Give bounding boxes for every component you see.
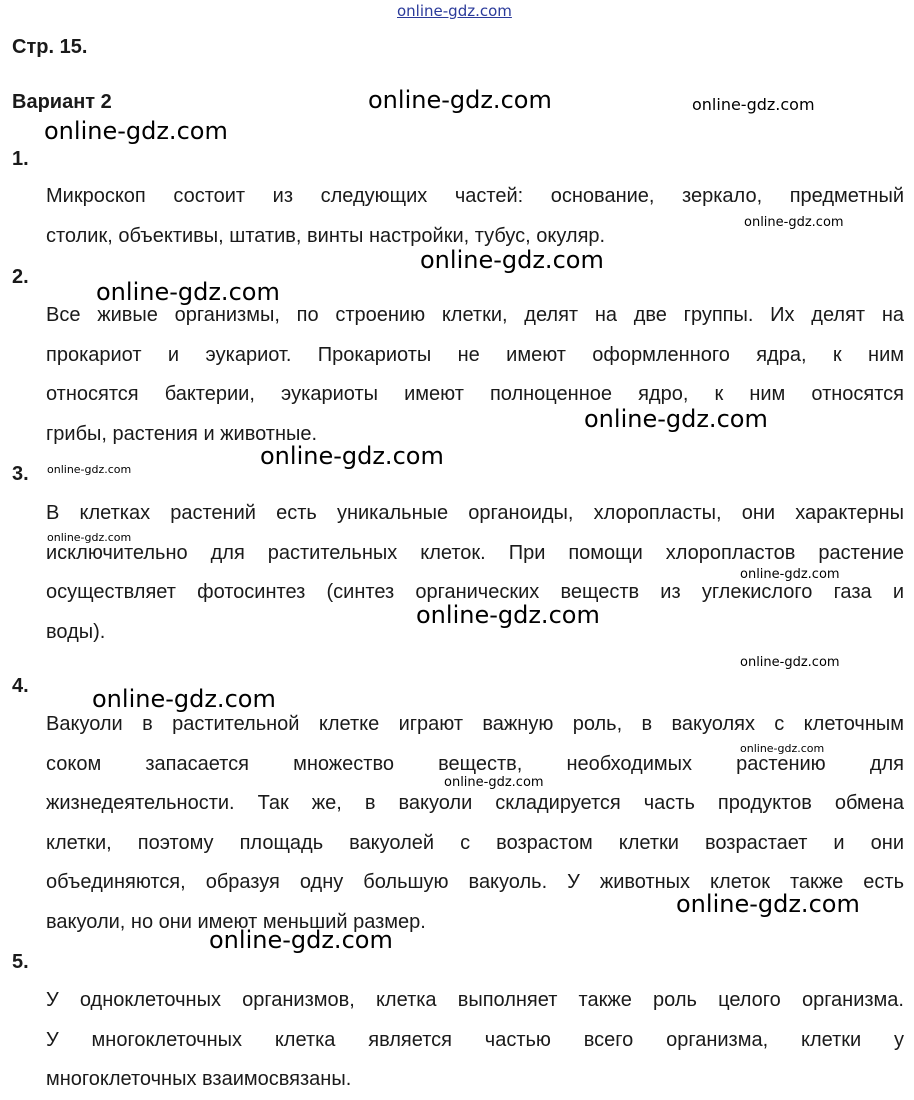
answer-text-5 [46,981,904,1100]
answer-number-1: 1. [12,148,29,170]
text-line: прокариот и эукариот. Прокариоты не имеют оформленного ядра, к ним [46,343,904,366]
text-line: соком запасается множество веществ, необходимых растению для [46,752,904,775]
text-line: В клетках растений есть уникальные органоиды, хлоропласты, они характерны [46,502,904,524]
watermark: online-gdz.com [209,926,393,954]
watermark: online-gdz.com [260,442,444,470]
page-label: Стр. 15. [12,36,88,58]
text-line: клетки, поэтому площадь вакуолей с возрастом клетки возрастает и они [46,831,904,854]
text-line: исключительно для растительных клеток. При помощи хлоропластов растение [46,541,904,564]
watermark: online-gdz.com [368,86,552,114]
text-line: столик, объективы, штатив, винты настройки, тубус, окуляр. [46,224,606,247]
watermark: online-gdz.com [744,215,844,230]
watermark: online-gdz.com [420,246,604,274]
text-line: У одноклеточных организмов, клетка выполняет также роль целого организма. [46,989,904,1011]
watermark: online-gdz.com [416,601,600,629]
text-line: многоклеточных взаимосвязаны. [46,1068,352,1090]
text-line: воды). [46,620,106,643]
text-line: жизнедеятельности. Так же, в вакуоли складируется часть продуктов обмена [46,792,904,814]
answer-text-2 [46,296,904,454]
watermark: online-gdz.com [740,742,825,755]
text-line: Вакуоли в растительной клетке играют важную роль, в вакуолях с клеточным [46,713,904,735]
answer-number-2: 2. [12,266,29,288]
watermark: online-gdz.com [92,685,276,713]
watermark: online-gdz.com [444,775,544,790]
variant-heading: Вариант 2 [12,91,112,113]
watermark: online-gdz.com [47,531,132,544]
watermark: online-gdz.com [584,405,768,433]
text-line: объединяются, образуя одну большую вакуоль. У животных клеток также есть [46,871,904,893]
text-line: вакуоли, но они имеют меньший размер. [46,910,426,933]
text-line: Микроскоп состоит из следующих частей: основание, зеркало, предметный [46,185,904,207]
text-line: Все живые организмы, по строению клетки, делят на две группы. Их делят на [46,304,904,326]
answer-number-3: 3. [12,463,29,485]
watermark-top: online-gdz.com [397,2,512,20]
watermark: online-gdz.com [96,278,280,306]
text-line: относятся бактерии, эукариоты имеют полноценное ядро, к ним относятся [46,383,904,405]
text-line: осуществляет фотосинтез (синтез органических веществ из углекислого газа и [46,581,904,603]
answer-number-5: 5. [12,951,29,973]
answer-number-4: 4. [12,675,29,697]
watermark: online-gdz.com [692,95,815,114]
watermark: online-gdz.com [44,117,228,145]
text-line: грибы, растения и животные. [46,422,318,445]
text-line: У многоклеточных клетка является частью всего организма, клетки у [46,1028,904,1051]
watermark: online-gdz.com [740,567,840,582]
watermark: online-gdz.com [676,890,860,918]
watermark: online-gdz.com [740,655,840,670]
watermark: online-gdz.com [47,463,132,476]
